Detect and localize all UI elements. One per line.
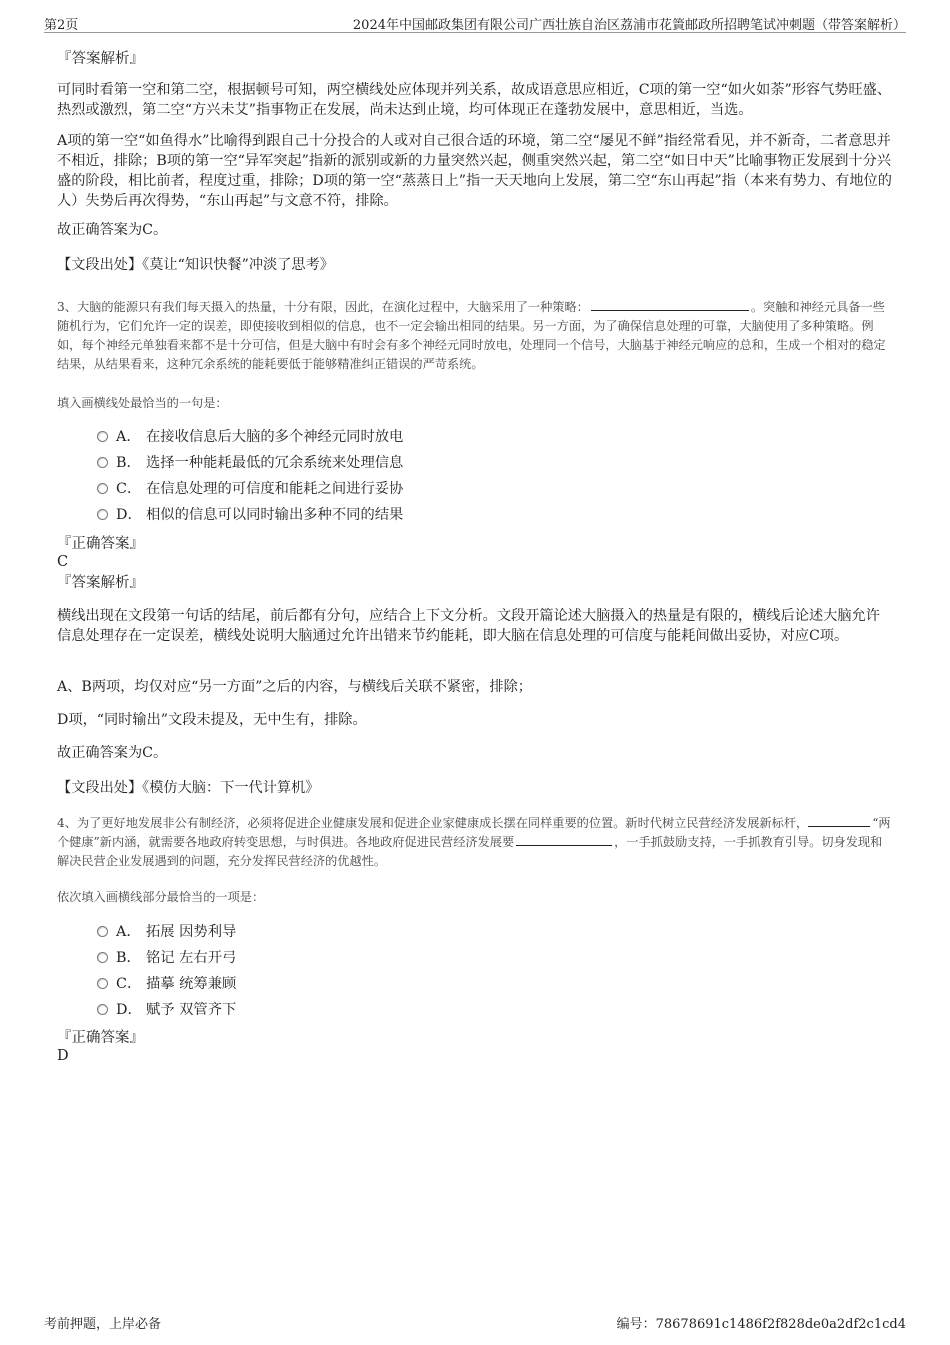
q3-prompt: 填入画横线处最恰当的一句是： xyxy=(57,396,228,410)
q4-prompt: 依次填入画横线部分最恰当的一项是： xyxy=(57,890,265,904)
radio-icon[interactable] xyxy=(97,509,108,520)
radio-icon[interactable] xyxy=(97,483,108,494)
radio-icon[interactable] xyxy=(97,926,108,937)
q3-analysis-paragraph-3: D项，“同时输出”文段未提及，无中生有，排除。 xyxy=(57,712,367,728)
q3-answer-label: 『正确答案』 xyxy=(57,536,144,552)
q2-analysis-paragraph-1: 可同时看第一空和第二空，根据顿号可知，两空横线处应体现并列关系，故成语意思应相近，C项的第一空“如火如荼”形容气势旺盛、热烈或激烈，第二空“方兴未艾”指事物正在发展，尚未达到止境，均可体现正在蓬勃发展中，意思相近，当选。 xyxy=(57,82,892,118)
radio-icon[interactable] xyxy=(97,431,108,442)
q4-blank-2 xyxy=(516,833,612,846)
q4-answer: D xyxy=(57,1048,69,1064)
q4-option-c[interactable]: C． 描摹 统筹兼顾 xyxy=(97,974,236,994)
q3-answer: C xyxy=(57,554,69,570)
q4-stem-text-a: 4、为了更好地发展非公有制经济，必须将促进企业健康发展和促进企业家健康成长摆在同样重要的位置。新时代树立民营经济发展新标杆， xyxy=(57,816,809,830)
radio-icon[interactable] xyxy=(97,978,108,989)
q4-stem-text-c: ，一手抓鼓励支持，一手抓教育引导。切身发现和解决民营企业发展遇到的问题，充分发挥民营经济的优越性。 xyxy=(57,835,883,868)
q3-analysis-paragraph-2: A、B两项，均仅对应“另一方面”之后的内容，与横线后关联不紧密，排除； xyxy=(57,679,532,695)
q3-option-d[interactable]: D． 相似的信息可以同时输出多种不同的结果 xyxy=(97,505,403,525)
document-title: 2024年中国邮政集团有限公司广西壮族自治区荔浦市花篢邮政所招聘笔试冲刺题（带答案解析） xyxy=(352,18,906,33)
q4-answer-label: 『正确答案』 xyxy=(57,1030,144,1046)
page-header xyxy=(44,12,906,33)
page-footer xyxy=(44,1313,906,1333)
footer-slogan: 考前押题，上岸必备 xyxy=(44,1317,162,1332)
radio-icon[interactable] xyxy=(97,1004,108,1015)
document-id: 编号：78678691c1486f2f828de0a2df2c1cd4 xyxy=(616,1317,906,1332)
q3-stem xyxy=(57,298,893,374)
q4-option-b[interactable]: B． 铭记 左右开弓 xyxy=(97,948,236,968)
q4-blank-1 xyxy=(808,814,870,827)
q3-analysis-paragraph-1: 横线出现在文段第一句话的结尾，前后都有分句，应结合上下文分析。文段开篇论述大脑摄入的热量是有限的，横线后论述大脑允许信息处理存在一定误差，横线处说明大脑通过允许出错来节约能耗，即大脑在信息处理的可信度与能耗间做出妥协，对应C项。 xyxy=(57,608,880,644)
page-number: 第2页 xyxy=(44,18,79,33)
q4-option-a[interactable]: A． 拓展 因势利导 xyxy=(97,922,236,942)
q4-stem xyxy=(57,814,893,871)
q4-option-d[interactable]: D． 赋予 双管齐下 xyxy=(97,1000,236,1020)
q3-analysis-label: 『答案解析』 xyxy=(57,575,144,591)
radio-icon[interactable] xyxy=(97,457,108,468)
q3-option-b[interactable]: B． 选择一种能耗最低的冗余系统来处理信息 xyxy=(97,453,403,473)
q3-stem-text-b: 。突触和神经元具备一些随机行为，它们允许一定的误差，即使接收到相似的信息，也不一定会输出相同的结果。另一方面，为了确保信息处理的可靠，大脑使用了多种策略。例如，每个神经元单独看来都不是十分可信，但是大脑中有时会有多个神经元同时放电，处理同一个信号，大脑基于神经元响应的总和，生成一个相对的稳定结果，从结果看来，这种冗余系统的能耗要低于能够精准纠正错误的严苛系统。 xyxy=(57,300,886,371)
q3-option-c[interactable]: C． 在信息处理的可信度和能耗之间进行妥协 xyxy=(97,479,403,499)
q2-source: 【文段出处】《莫让“知识快餐”冲淡了思考》 xyxy=(57,257,334,273)
q3-conclusion: 故正确答案为C。 xyxy=(57,745,168,761)
q3-stem-text-a: 3、大脑的能源只有我们每天摄入的热量，十分有限，因此，在演化过程中，大脑采用了一种策略： xyxy=(57,300,589,314)
radio-icon[interactable] xyxy=(97,952,108,963)
q4-stem-text-b: “两个健康”新内涵，就需要各地政府转变思想，与时俱进。各地政府促进民营经济发展要 xyxy=(57,816,891,849)
q2-conclusion: 故正确答案为C。 xyxy=(57,222,168,238)
q2-analysis-paragraph-2: A项的第一空“如鱼得水”比喻得到跟自己十分投合的人或对自己很合适的环境，第二空“屡见不鲜”指经常看见，并不新奇，二者意思并不相近，排除；B项的第一空“异军突起”指新的派别或新的力量突然兴起，侧重突然兴起，第二空“如日中天”比喻事物正发展到十分兴盛的阶段，相比前者，程度过重，排除；D项的第一空“蒸蒸日上”指一天天地向上发展，第二空“东山再起”指（本来有势力、有地位的人）失势后再次得势，“东山再起”与文意不符，排除。 xyxy=(57,133,892,209)
q3-option-a[interactable]: A． 在接收信息后大脑的多个神经元同时放电 xyxy=(97,427,403,447)
q3-source: 【文段出处】《模仿大脑：下一代计算机》 xyxy=(57,780,320,796)
q3-blank xyxy=(591,298,749,311)
q2-analysis-label: 『答案解析』 xyxy=(57,51,144,67)
